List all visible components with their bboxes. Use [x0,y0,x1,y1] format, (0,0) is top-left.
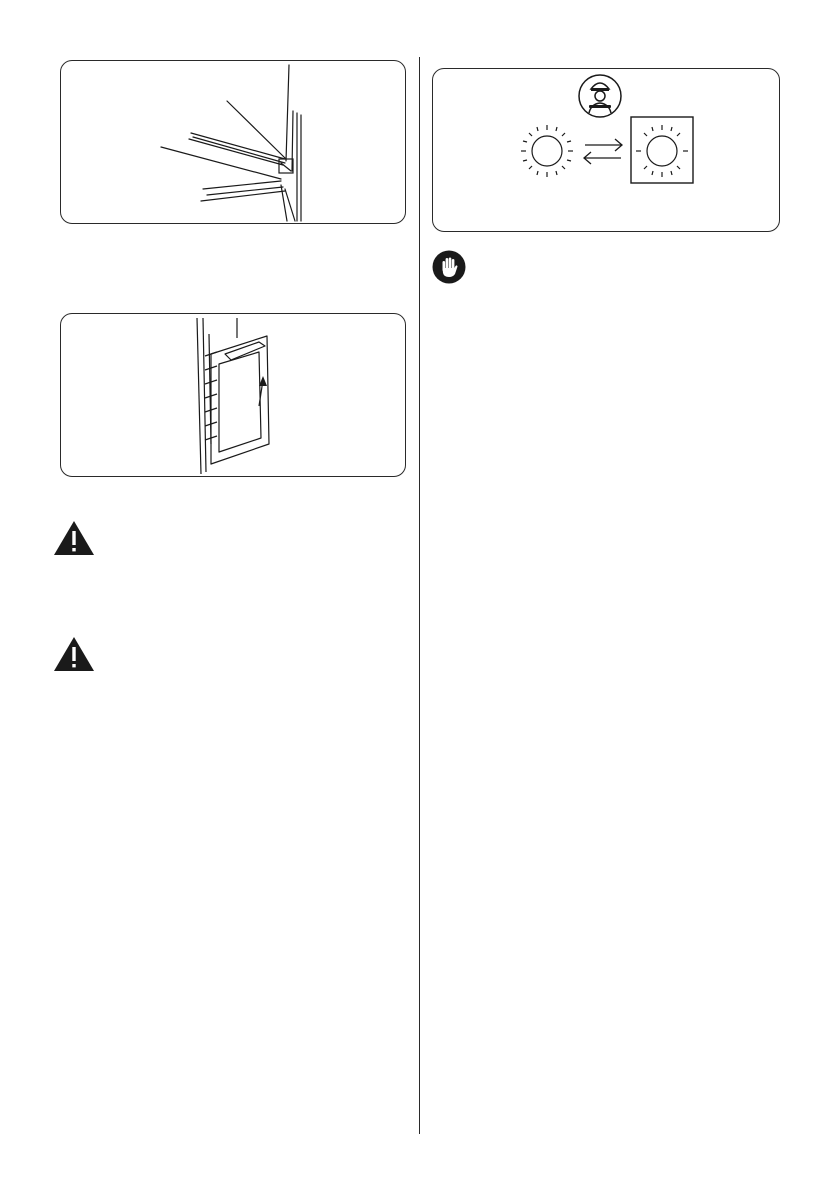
lamp-icon [521,125,573,177]
stop-hand-icon [432,250,466,284]
warning-triangle-icon [53,636,95,672]
swap-arrows-icon [584,139,622,164]
figure-door-hinge [60,60,406,224]
service-technician-icon [579,75,621,117]
oven-door-removal-figure [61,314,406,477]
column-divider [419,57,420,1134]
warning-triangle-icon [53,520,95,556]
figure-lamp-replacement [432,68,780,232]
lamp-icon [631,117,693,183]
oven-lamp-replacement-figure [433,69,780,232]
oven-door-hinge-figure [61,61,406,224]
figure-door-removal [60,313,406,477]
